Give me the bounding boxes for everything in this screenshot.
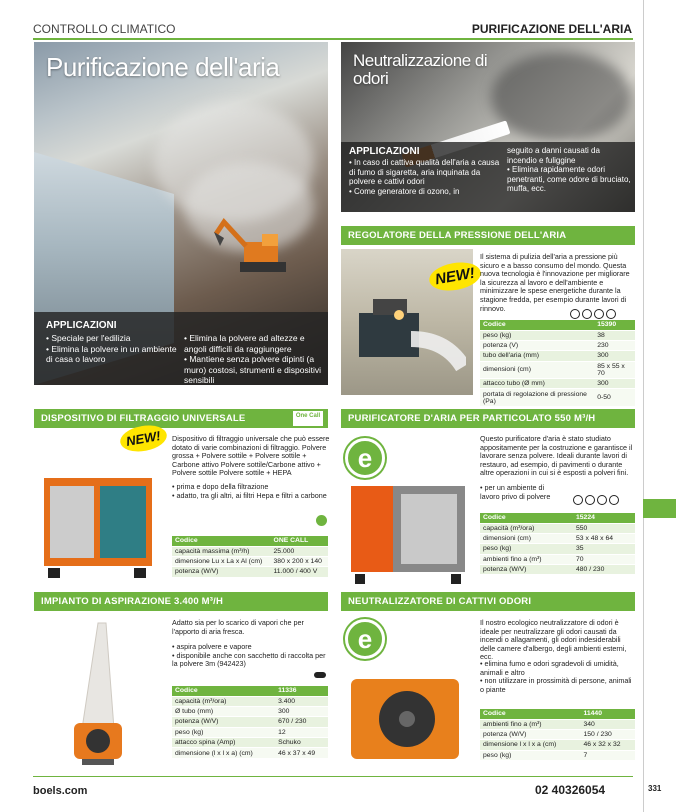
side-tab bbox=[643, 499, 676, 518]
table-row bbox=[172, 546, 328, 556]
particulate-purifier-icon bbox=[345, 482, 471, 586]
table-row bbox=[480, 340, 635, 350]
product-description: Questo purificatore d'aria è stato studiato appositamente per la costruzione e garantisce il lavorare senza polvere. Ideali durante lavori di restauro, ad esempio, di pavimenti o durante altre operazioni in cui si è esposti a polveri fini. bbox=[480, 434, 633, 478]
spec-label: peso (kg) bbox=[172, 727, 275, 737]
table-row bbox=[480, 533, 635, 543]
spec-table bbox=[172, 536, 328, 578]
table-row bbox=[480, 719, 635, 729]
list-item: • Elimina la polvere ad altezze e angoli difficili da raggiungere bbox=[184, 333, 305, 354]
table-row bbox=[172, 567, 328, 577]
section-label: CONTROLLO CLIMATICO bbox=[33, 22, 176, 36]
list-item: • per un ambiente di lavoro privo di polvere bbox=[480, 483, 551, 501]
spec-label: portata di regolazione di pressione (Pa) bbox=[480, 389, 594, 406]
spec-label: peso (kg) bbox=[480, 330, 594, 340]
table-row bbox=[172, 738, 328, 748]
table-row bbox=[480, 544, 635, 554]
list-item: • disponibile anche con sacchetto di raccolta per la polvere 3m (942423) bbox=[172, 650, 326, 669]
spec-label: peso (kg) bbox=[480, 750, 580, 760]
fan-icon bbox=[585, 495, 595, 505]
spec-value: 11.000 / 400 V bbox=[271, 567, 328, 577]
table-header bbox=[172, 686, 328, 696]
product-image bbox=[34, 615, 164, 772]
applications-list-right bbox=[507, 146, 631, 194]
spec-label: potenza (W/V) bbox=[172, 567, 271, 577]
hero-title: Purificazione dell'aria bbox=[46, 52, 280, 82]
spec-value: 11440 bbox=[580, 709, 635, 719]
website-link[interactable]: boels.com bbox=[33, 785, 88, 797]
product-image bbox=[341, 432, 473, 586]
spec-label: dimensione (l x l x a) (cm) bbox=[172, 748, 275, 758]
table-row bbox=[480, 389, 635, 406]
table-row bbox=[172, 727, 328, 737]
page-title: PURIFICAZIONE DELL'ARIA bbox=[471, 22, 632, 36]
table-row bbox=[480, 750, 635, 760]
spec-label: dimensione Lu x La x Al (cm) bbox=[172, 556, 271, 566]
spec-value: 340 bbox=[580, 719, 635, 729]
list-item: • Elimina rapidamente odori penetranti, come odore di bruciato, muffa, ecc. bbox=[507, 165, 631, 193]
eco-icon: e bbox=[345, 619, 385, 659]
spec-table bbox=[480, 513, 635, 575]
product-description: Adatto sia per lo scarico di vapori che per l'apporto di aria fresca. bbox=[172, 618, 304, 636]
section-bar: NEUTRALIZZATORE DI CATTIVI ODORI bbox=[341, 592, 635, 611]
spec-label: dimensione l x l x a (cm) bbox=[480, 740, 580, 750]
extractor-icon bbox=[48, 619, 148, 769]
spec-value: 230 bbox=[594, 340, 635, 350]
spec-table bbox=[480, 320, 635, 407]
list-item: • Elimina la polvere in un ambiente di casa o lavoro bbox=[46, 343, 177, 364]
spec-value: 85 x 55 x 70 bbox=[594, 361, 635, 378]
spec-value: Schuko bbox=[275, 738, 328, 748]
product-description: Il sistema di pulizia dell'aria a pressione più sicuro e a basso consumo del mondo. Questa nuova tecnologia è l'innovazione per migliorare la sicurezza al lavoro e dell'ambiente e minimizzare le spese energetiche durante la stagione fredda, per esempio durante lavori di rinnovo. bbox=[480, 252, 630, 313]
filter-icon bbox=[594, 309, 604, 319]
spec-value: 480 / 230 bbox=[573, 565, 635, 575]
spec-value: 70 bbox=[573, 554, 635, 564]
applications-list-left bbox=[46, 333, 181, 365]
spec-label: potenza (V) bbox=[480, 340, 594, 350]
spec-label: Codice bbox=[480, 709, 580, 719]
spec-label: Codice bbox=[480, 320, 594, 330]
spec-value: 53 x 48 x 64 bbox=[573, 533, 635, 543]
odor-neutralizer-icon bbox=[347, 673, 467, 769]
table-row bbox=[480, 330, 635, 340]
spec-label: potenza (W/V) bbox=[480, 565, 573, 575]
spec-value: 150 / 230 bbox=[580, 729, 635, 739]
feature-list bbox=[480, 660, 635, 694]
page-number: 331 bbox=[648, 784, 662, 793]
spec-label: capacità (m³/ora) bbox=[480, 523, 573, 533]
spec-value: 550 bbox=[573, 523, 635, 533]
eco-icon: e bbox=[345, 438, 385, 478]
spec-value: 35 bbox=[573, 544, 635, 554]
spec-value: 300 bbox=[594, 379, 635, 389]
side-strip bbox=[643, 0, 676, 812]
power-icon bbox=[570, 309, 580, 319]
header-rule bbox=[33, 38, 633, 40]
spec-label: ambienti fino a (m³) bbox=[480, 719, 580, 729]
plug-icon bbox=[314, 672, 326, 678]
applications-title: APPLICAZIONI bbox=[349, 146, 420, 157]
table-row bbox=[172, 717, 328, 727]
table-header bbox=[480, 320, 635, 330]
feature-list bbox=[480, 484, 565, 501]
spec-value: 380 x 200 x 140 bbox=[271, 556, 328, 566]
hero-image-odor-neutralization bbox=[341, 42, 635, 212]
spec-label: capacità massima (m³/h) bbox=[172, 546, 271, 556]
spec-value: ONE CALL bbox=[271, 536, 328, 546]
section-bar: DISPOSITIVO DI FILTRAGGIO UNIVERSALE bbox=[34, 409, 328, 428]
list-item: seguito a danni causati da incendio e fuliggine bbox=[507, 146, 600, 165]
pressure-regulator-icon bbox=[351, 279, 466, 379]
table-row bbox=[172, 696, 328, 706]
one-call-badge: One Call bbox=[292, 410, 324, 427]
spec-label: tubo dell'aria (mm) bbox=[480, 351, 594, 361]
spec-value: 15224 bbox=[573, 513, 635, 523]
feature-icons bbox=[573, 491, 621, 509]
filter-icon bbox=[597, 495, 607, 505]
feature-list bbox=[172, 643, 330, 669]
table-row bbox=[480, 379, 635, 389]
feature-list bbox=[172, 483, 330, 500]
spec-value: 46 x 37 x 49 bbox=[275, 748, 328, 758]
spec-label: Codice bbox=[172, 536, 271, 546]
table-row bbox=[480, 554, 635, 564]
filter-unit-icon bbox=[42, 472, 162, 582]
table-header bbox=[172, 536, 328, 546]
new-badge: NEW! bbox=[427, 259, 483, 295]
fan-icon bbox=[582, 309, 592, 319]
spec-value: 300 bbox=[594, 351, 635, 361]
table-header bbox=[480, 513, 635, 523]
product-image bbox=[34, 428, 164, 586]
spec-label: attacco tubo (Ø mm) bbox=[480, 379, 594, 389]
spec-value: 0-50 bbox=[594, 389, 635, 406]
applications-list-left bbox=[349, 158, 501, 196]
table-row bbox=[480, 523, 635, 533]
list-item: • Speciale per l'edilizia bbox=[46, 333, 131, 343]
spec-label: dimensioni (cm) bbox=[480, 361, 594, 378]
table-row bbox=[172, 556, 328, 566]
phone-icon bbox=[316, 515, 327, 526]
spec-table bbox=[480, 709, 635, 761]
applications-title: APPLICAZIONI bbox=[46, 320, 117, 331]
product-image bbox=[341, 615, 473, 772]
spec-value: 7 bbox=[580, 750, 635, 760]
section-bar: REGOLATORE DELLA PRESSIONE DELL'ARIA bbox=[341, 226, 635, 245]
spec-label: capacità (m³/ora) bbox=[172, 696, 275, 706]
spec-value: 15390 bbox=[594, 320, 635, 330]
spec-value: 46 x 32 x 32 bbox=[580, 740, 635, 750]
section-bar: IMPIANTO DI ASPIRAZIONE 3.400 M³/H bbox=[34, 592, 328, 611]
spec-value: 38 bbox=[594, 330, 635, 340]
list-item: • non utilizzare in prossimità di persone, animali o piante bbox=[480, 676, 632, 694]
hero-title: Neutralizzazione di odori bbox=[353, 51, 488, 88]
section-bar: PURIFICATORE D'ARIA PER PARTICOLATO 550 M³/H bbox=[341, 409, 635, 428]
phone-number: 02 40326054 bbox=[535, 783, 606, 797]
speed-icon bbox=[606, 309, 616, 319]
list-item: • Mantiene senza polvere dipinti (a muro) costosi, strumenti e dispositivi sensibili bbox=[184, 354, 321, 385]
applications-panel bbox=[341, 142, 635, 212]
list-item: • Come generatore di ozono, in bbox=[349, 186, 460, 196]
table-row bbox=[480, 740, 635, 750]
list-item: • adatto, tra gli altri, ai filtri Hepa e filtri a carbone bbox=[172, 490, 327, 500]
spec-table bbox=[172, 686, 328, 759]
spec-label: ambienti fino a (m³) bbox=[480, 554, 573, 564]
applications-list-right bbox=[184, 333, 324, 385]
table-header bbox=[480, 709, 635, 719]
spec-value: 300 bbox=[275, 706, 328, 716]
spec-label: Codice bbox=[172, 686, 275, 696]
spec-label: potenza (W/V) bbox=[480, 729, 580, 739]
product-image bbox=[341, 249, 477, 395]
table-row bbox=[480, 361, 635, 378]
table-row bbox=[480, 565, 635, 575]
product-description: Dispositivo di filtraggio universale che può essere dotato di varie combinazioni di filtraggio. Polvere grossa + Polvere sottile + Polvere sottile + Carbone attivo Polvere sottile/Carbone attivo + Polvere sottile Polvere sottile + HEPA bbox=[172, 434, 330, 478]
power-icon bbox=[573, 495, 583, 505]
spec-value: 12 bbox=[275, 727, 328, 737]
spec-label: Codice bbox=[480, 513, 573, 523]
table-row bbox=[480, 729, 635, 739]
table-row bbox=[172, 706, 328, 716]
table-row bbox=[480, 351, 635, 361]
list-item: • prima e dopo della filtrazione bbox=[172, 482, 269, 491]
hero-image-air-purification bbox=[34, 42, 328, 385]
product-description: Il nostro ecologico neutralizzatore di odori è ideale per neutralizzare gli odori causati da incendi o allagamenti, gli odori indesiderabili delle camere d'albergo, degli ambienti esterni, ecc. bbox=[480, 618, 627, 662]
spec-value: 11336 bbox=[275, 686, 328, 696]
spec-label: peso (kg) bbox=[480, 544, 573, 554]
list-item: • aspira polvere e vapore bbox=[172, 642, 252, 651]
speed-icon bbox=[609, 495, 619, 505]
table-row bbox=[172, 748, 328, 758]
excavator-icon bbox=[214, 212, 304, 282]
list-item: • In caso di cattiva qualità dell'aria a causa di fumo di sigaretta, aria inquinata da polvere e cattivi odori bbox=[349, 158, 500, 186]
spec-label: dimensioni (cm) bbox=[480, 533, 573, 543]
spec-label: Ø tubo (mm) bbox=[172, 706, 275, 716]
new-badge: NEW! bbox=[118, 422, 168, 455]
spec-label: potenza (W/V) bbox=[172, 717, 275, 727]
applications-panel bbox=[34, 312, 328, 385]
spec-label: attacco spina (Amp) bbox=[172, 738, 275, 748]
footer-rule bbox=[33, 776, 633, 777]
spec-value: 3.400 bbox=[275, 696, 328, 706]
list-item: • elimina fumo e odori sgradevoli di umidità, animali e altro bbox=[480, 659, 619, 677]
spec-value: 25.000 bbox=[271, 546, 328, 556]
spec-value: 670 / 230 bbox=[275, 717, 328, 727]
